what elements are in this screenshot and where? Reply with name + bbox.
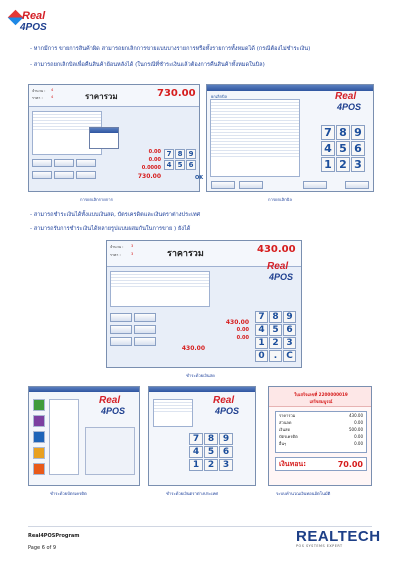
screenshot-cancel-bill [206, 84, 374, 192]
key[interactable]: 7 [189, 433, 203, 445]
key[interactable]: 6 [186, 160, 196, 170]
caption-change: ระบบคำนวณเงินทอนอัตโนมัติ [276, 491, 331, 496]
bank-logo-icon[interactable] [33, 431, 45, 443]
key[interactable]: 9 [283, 311, 296, 323]
key[interactable]: 5 [175, 160, 185, 170]
key[interactable]: 1 [189, 459, 203, 471]
key[interactable]: 2 [336, 157, 350, 172]
card-keypad[interactable] [85, 427, 135, 475]
currency-list[interactable] [153, 399, 193, 427]
logo-word1: Real [22, 10, 46, 22]
key[interactable]: 6 [219, 446, 233, 458]
keypad [255, 311, 296, 362]
change-box [275, 457, 367, 471]
amount-3: 0.0000 [141, 165, 161, 171]
summary-row: บัตรเครดิต 0.00 [279, 434, 363, 439]
bill-list[interactable] [210, 99, 300, 177]
key[interactable]: 3 [219, 459, 233, 471]
realtech-tagline: POS SYSTEMS EXPERT [296, 544, 343, 548]
key[interactable]: 8 [204, 433, 218, 445]
window-logo: Real 4POS [99, 395, 126, 416]
summary-row: อื่นๆ 0.00 [279, 441, 363, 446]
footer-page-number: Page 6 of 9 [28, 545, 57, 551]
key[interactable]: 4 [255, 324, 268, 336]
bullet-payment-types: - สามารถชำระเงินได้ทั้งแบบเงินสด, บัตรเครดิตและเงินตราต่างประเทศ [30, 212, 201, 218]
key[interactable]: 8 [336, 125, 350, 140]
qty-value: 4 [51, 88, 54, 92]
key[interactable]: . [269, 350, 282, 362]
other-amount: 0.00 [236, 335, 249, 341]
key[interactable]: 3 [283, 337, 296, 349]
key[interactable]: 7 [255, 311, 268, 323]
bullet-cancel-bill: - สามารถยกเลิกบิลเพื่อคืนสินค้าย้อนหลังได้ (ในกรณีที่ชำระเงินแล้วต้องการคืนสินค้าทั้งหมดในบิล) [30, 62, 265, 68]
screenshot-credit-card [28, 386, 140, 486]
qty-label: จำนวน : [110, 245, 124, 249]
key[interactable]: 9 [219, 433, 233, 445]
caption-cancel-item: การยกเลิกรายการ [80, 197, 113, 202]
key[interactable]: 1 [255, 337, 268, 349]
receipt-summary [275, 411, 367, 453]
caption-cash-payment: ชำระด้วยเงินสด [186, 373, 215, 378]
function-button[interactable] [110, 313, 132, 322]
key[interactable]: 5 [269, 324, 282, 336]
function-button[interactable] [32, 171, 52, 179]
bill-button[interactable] [303, 181, 327, 189]
summary-row: ราคารวม 430.00 [279, 413, 363, 418]
key[interactable]: 7 [164, 149, 174, 159]
confirm-dialog [89, 127, 119, 149]
key[interactable]: 1 [321, 157, 335, 172]
key[interactable]: 6 [351, 141, 365, 156]
count-label: ราคา : [110, 253, 121, 257]
bank-logo-icon[interactable] [33, 463, 45, 475]
bullet-mixed-payment: - สามารถรับการชำระเงินได้หลายรูปแบบผสมกันในการขาย ) ยังได้ [30, 226, 191, 232]
key[interactable]: 7 [321, 125, 335, 140]
amount-total: 430.00 [181, 345, 205, 352]
qty-value: 3 [131, 244, 134, 248]
function-button[interactable] [134, 313, 156, 322]
grand-total: 730.00 [157, 88, 196, 99]
key[interactable]: 5 [336, 141, 350, 156]
key[interactable]: 4 [321, 141, 335, 156]
price-title: ราคารวม [167, 249, 204, 259]
bill-button[interactable] [239, 181, 263, 189]
key[interactable]: C [283, 350, 296, 362]
footer-product: Real4POSProgram [28, 533, 80, 539]
card-amount: 0.00 [236, 327, 249, 333]
receipt-heading: ใบเสร็จเลขที่ 2200000019 [294, 392, 348, 397]
amount-2: 0.00 [148, 157, 161, 163]
function-button[interactable] [76, 171, 96, 179]
key[interactable]: 2 [204, 459, 218, 471]
count-value: 3 [131, 252, 134, 256]
key[interactable]: 8 [269, 311, 282, 323]
key[interactable]: 5 [204, 446, 218, 458]
bank-logo-icon[interactable] [33, 447, 45, 459]
window-logo: Real 4POS [267, 261, 294, 282]
screenshot-cancel-item [28, 84, 204, 192]
function-button[interactable] [32, 159, 52, 167]
key[interactable]: 3 [351, 157, 365, 172]
qty-label: จำนวน : [32, 89, 46, 93]
keypad [321, 125, 365, 172]
ok-button[interactable]: OK [195, 175, 204, 181]
receipt-status: เสร็จสมบูรณ์ [309, 399, 333, 404]
amount-total: 730.00 [137, 173, 161, 180]
logo-word2: 4POS [20, 22, 47, 33]
bank-logo-icon[interactable] [33, 399, 45, 411]
caption-credit-card: ชำระด้วยบัตรเครดิต [50, 491, 87, 496]
bank-logo-icon[interactable] [33, 415, 45, 427]
function-button[interactable] [54, 159, 74, 167]
pos-header [29, 85, 199, 107]
key[interactable]: 2 [269, 337, 282, 349]
key[interactable]: 8 [175, 149, 185, 159]
key[interactable]: 4 [189, 446, 203, 458]
function-button[interactable] [54, 171, 74, 179]
bullet-cancel-item: - หากมีการ ขายการสินค้าผิด สามารถยกเลิกการขายแบบบางรายการหรือทั้งรายการทั้งหมดได้ (กรณีต้องไม่ชำระเงิน) [30, 46, 311, 52]
function-button[interactable] [110, 337, 132, 346]
key[interactable]: 0 [255, 350, 268, 362]
summary-row: ส่วนลด 0.00 [279, 420, 363, 425]
screenshot-foreign-currency [148, 386, 256, 486]
cancel-bill-title: ยกเลิกบิล [211, 94, 227, 99]
window-logo: Real 4POS [213, 395, 240, 416]
realtech-logo: REALTECH [296, 528, 381, 545]
key[interactable]: 4 [164, 160, 174, 170]
function-button[interactable] [110, 325, 132, 334]
caption-cancel-bill: การยกเลิกบิล [268, 197, 292, 202]
keypad [189, 433, 233, 471]
window-logo: Real 4POS [335, 91, 362, 112]
key[interactable]: 9 [351, 125, 365, 140]
footer-divider [28, 526, 372, 527]
summary-row: เงินสด 500.00 [279, 427, 363, 432]
caption-foreign-currency: ชำระด้วยเงินตราต่างประเทศ [166, 491, 218, 496]
function-button[interactable] [134, 325, 156, 334]
price-title: ราคารวม [85, 92, 118, 101]
count-label: ราคา : [32, 96, 43, 100]
bank-list [49, 399, 79, 475]
key[interactable]: 6 [283, 324, 296, 336]
grand-total: 430.00 [257, 244, 296, 255]
bill-button[interactable] [211, 181, 235, 189]
function-button[interactable] [76, 159, 96, 167]
key[interactable]: 9 [186, 149, 196, 159]
count-value: 4 [51, 95, 54, 99]
cash-amount: 430.00 [225, 319, 249, 326]
bill-button[interactable] [345, 181, 369, 189]
change-label: เงินทอน: [279, 459, 306, 468]
change-value: 70.00 [337, 459, 363, 469]
screenshot-cash-payment [106, 240, 302, 368]
keypad [164, 149, 196, 170]
item-list[interactable] [110, 271, 210, 307]
screenshot-change [268, 386, 372, 486]
amount-1: 0.00 [148, 149, 161, 155]
function-button[interactable] [134, 337, 156, 346]
realpos-logo [8, 8, 48, 36]
